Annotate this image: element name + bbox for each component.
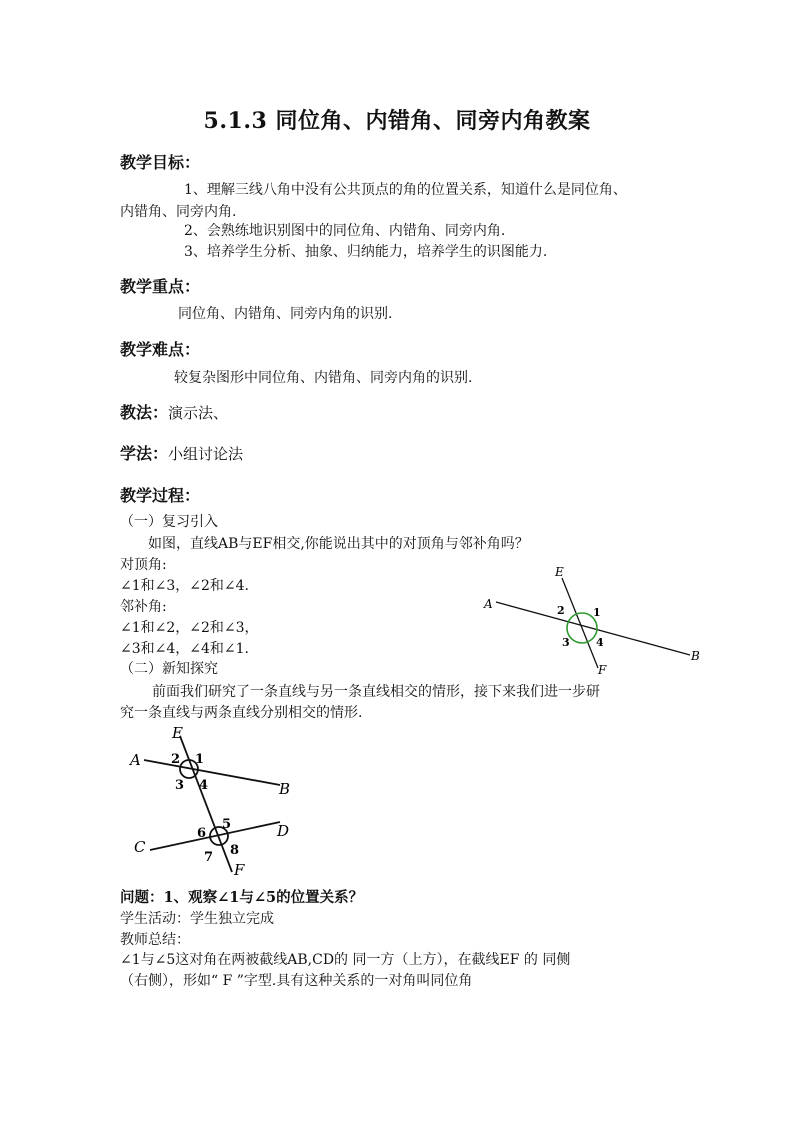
difficulties-heading: 教学难点： <box>120 340 201 359</box>
part-2-line-2: 究一条直线与两条直线分别相交的情形. <box>120 705 363 721</box>
objective-1-line-2: 内错角、同旁内角. <box>120 204 237 220</box>
adjacent-angles-label: 邻补角: <box>120 599 167 615</box>
objective-1-line-1: 1、理解三线八角中没有公共顶点的角的位置关系，知道什么是同位角、 <box>184 182 627 198</box>
angle-label-5: 5 <box>222 817 232 832</box>
angle-label-8: 8 <box>230 843 240 858</box>
label-d: D <box>277 822 290 840</box>
angle-label-4: 4 <box>199 778 209 793</box>
page-title: 5.1.3 同位角、内错角、同旁内角教案 <box>203 108 591 134</box>
angle-label-6: 6 <box>197 826 207 841</box>
angle-label-7: 7 <box>204 850 214 865</box>
angle-label-1: 1 <box>593 606 601 619</box>
learning-line <box>120 441 243 464</box>
line-ab <box>144 760 280 785</box>
vertical-angles-pairs: ∠1和∠3，∠2和∠4. <box>120 578 250 594</box>
summary-line-2: （右侧），形如“ F ”字型.具有这种关系的一对角叫同位角 <box>120 973 473 989</box>
question-1: 问题：1、观察∠1与∠5的位置关系？ <box>120 889 364 906</box>
label-a: A <box>484 597 493 611</box>
adjacent-angles-line-2: ∠3和∠4，∠4和∠1. <box>120 641 250 657</box>
objective-2: 2、会熟练地识别图中的同位角、内错角、同旁内角. <box>184 223 506 239</box>
label-f: F <box>598 663 607 677</box>
figure-transversal <box>120 722 310 880</box>
label-e: E <box>172 724 183 742</box>
angle-label-2: 2 <box>171 752 181 767</box>
angle-label-1: 1 <box>195 752 205 767</box>
learning-text: 小组讨论法 <box>168 445 244 463</box>
teacher-summary-label: 教师总结： <box>120 932 190 948</box>
part-1-question: 如图，直线AB与EF相交,你能说出其中的对顶角与邻补角吗？ <box>148 536 529 552</box>
method-label: 教法： <box>120 403 169 422</box>
figure-intersecting-lines <box>478 562 708 682</box>
process-heading: 教学过程： <box>120 486 201 505</box>
angle-label-4: 4 <box>596 636 604 649</box>
angle-label-2: 2 <box>557 604 565 617</box>
label-b: B <box>691 649 700 663</box>
angle-label-3: 3 <box>175 778 185 793</box>
label-c: C <box>134 838 146 856</box>
vertical-angles-label: 对顶角: <box>120 557 167 573</box>
summary-line-1: ∠1与∠5这对角在两被截线AB,CD的 同一方（上方），在截线EF 的 同侧 <box>120 952 571 968</box>
objectives-heading: 教学目标： <box>120 153 201 172</box>
part-2-title: （二）新知探究 <box>120 661 218 677</box>
key-points-text: 同位角、内错角、同旁内角的识别. <box>178 306 393 322</box>
angle-label-3: 3 <box>562 636 570 649</box>
part-2-line-1: 前面我们研究了一条直线与另一条直线相交的情形，接下来我们进一步研 <box>152 684 600 700</box>
label-a: A <box>130 751 141 769</box>
learning-label: 学法： <box>120 444 169 463</box>
objective-3: 3、培养学生分析、抽象、归纳能力，培养学生的识图能力. <box>184 244 548 260</box>
label-b: B <box>279 780 291 798</box>
method-line <box>120 400 228 423</box>
label-e: E <box>555 565 564 579</box>
key-points-heading: 教学重点： <box>120 277 201 296</box>
part-1-title: （一）复习引入 <box>120 514 218 530</box>
adjacent-angles-line-1: ∠1和∠2，∠2和∠3， <box>120 620 259 636</box>
student-activity: 学生活动：学生独立完成 <box>120 911 274 927</box>
difficulties-text: 较复杂图形中同位角、内错角、同旁内角的识别. <box>174 370 473 386</box>
label-f: F <box>234 861 245 879</box>
method-text: 演示法、 <box>168 404 229 422</box>
